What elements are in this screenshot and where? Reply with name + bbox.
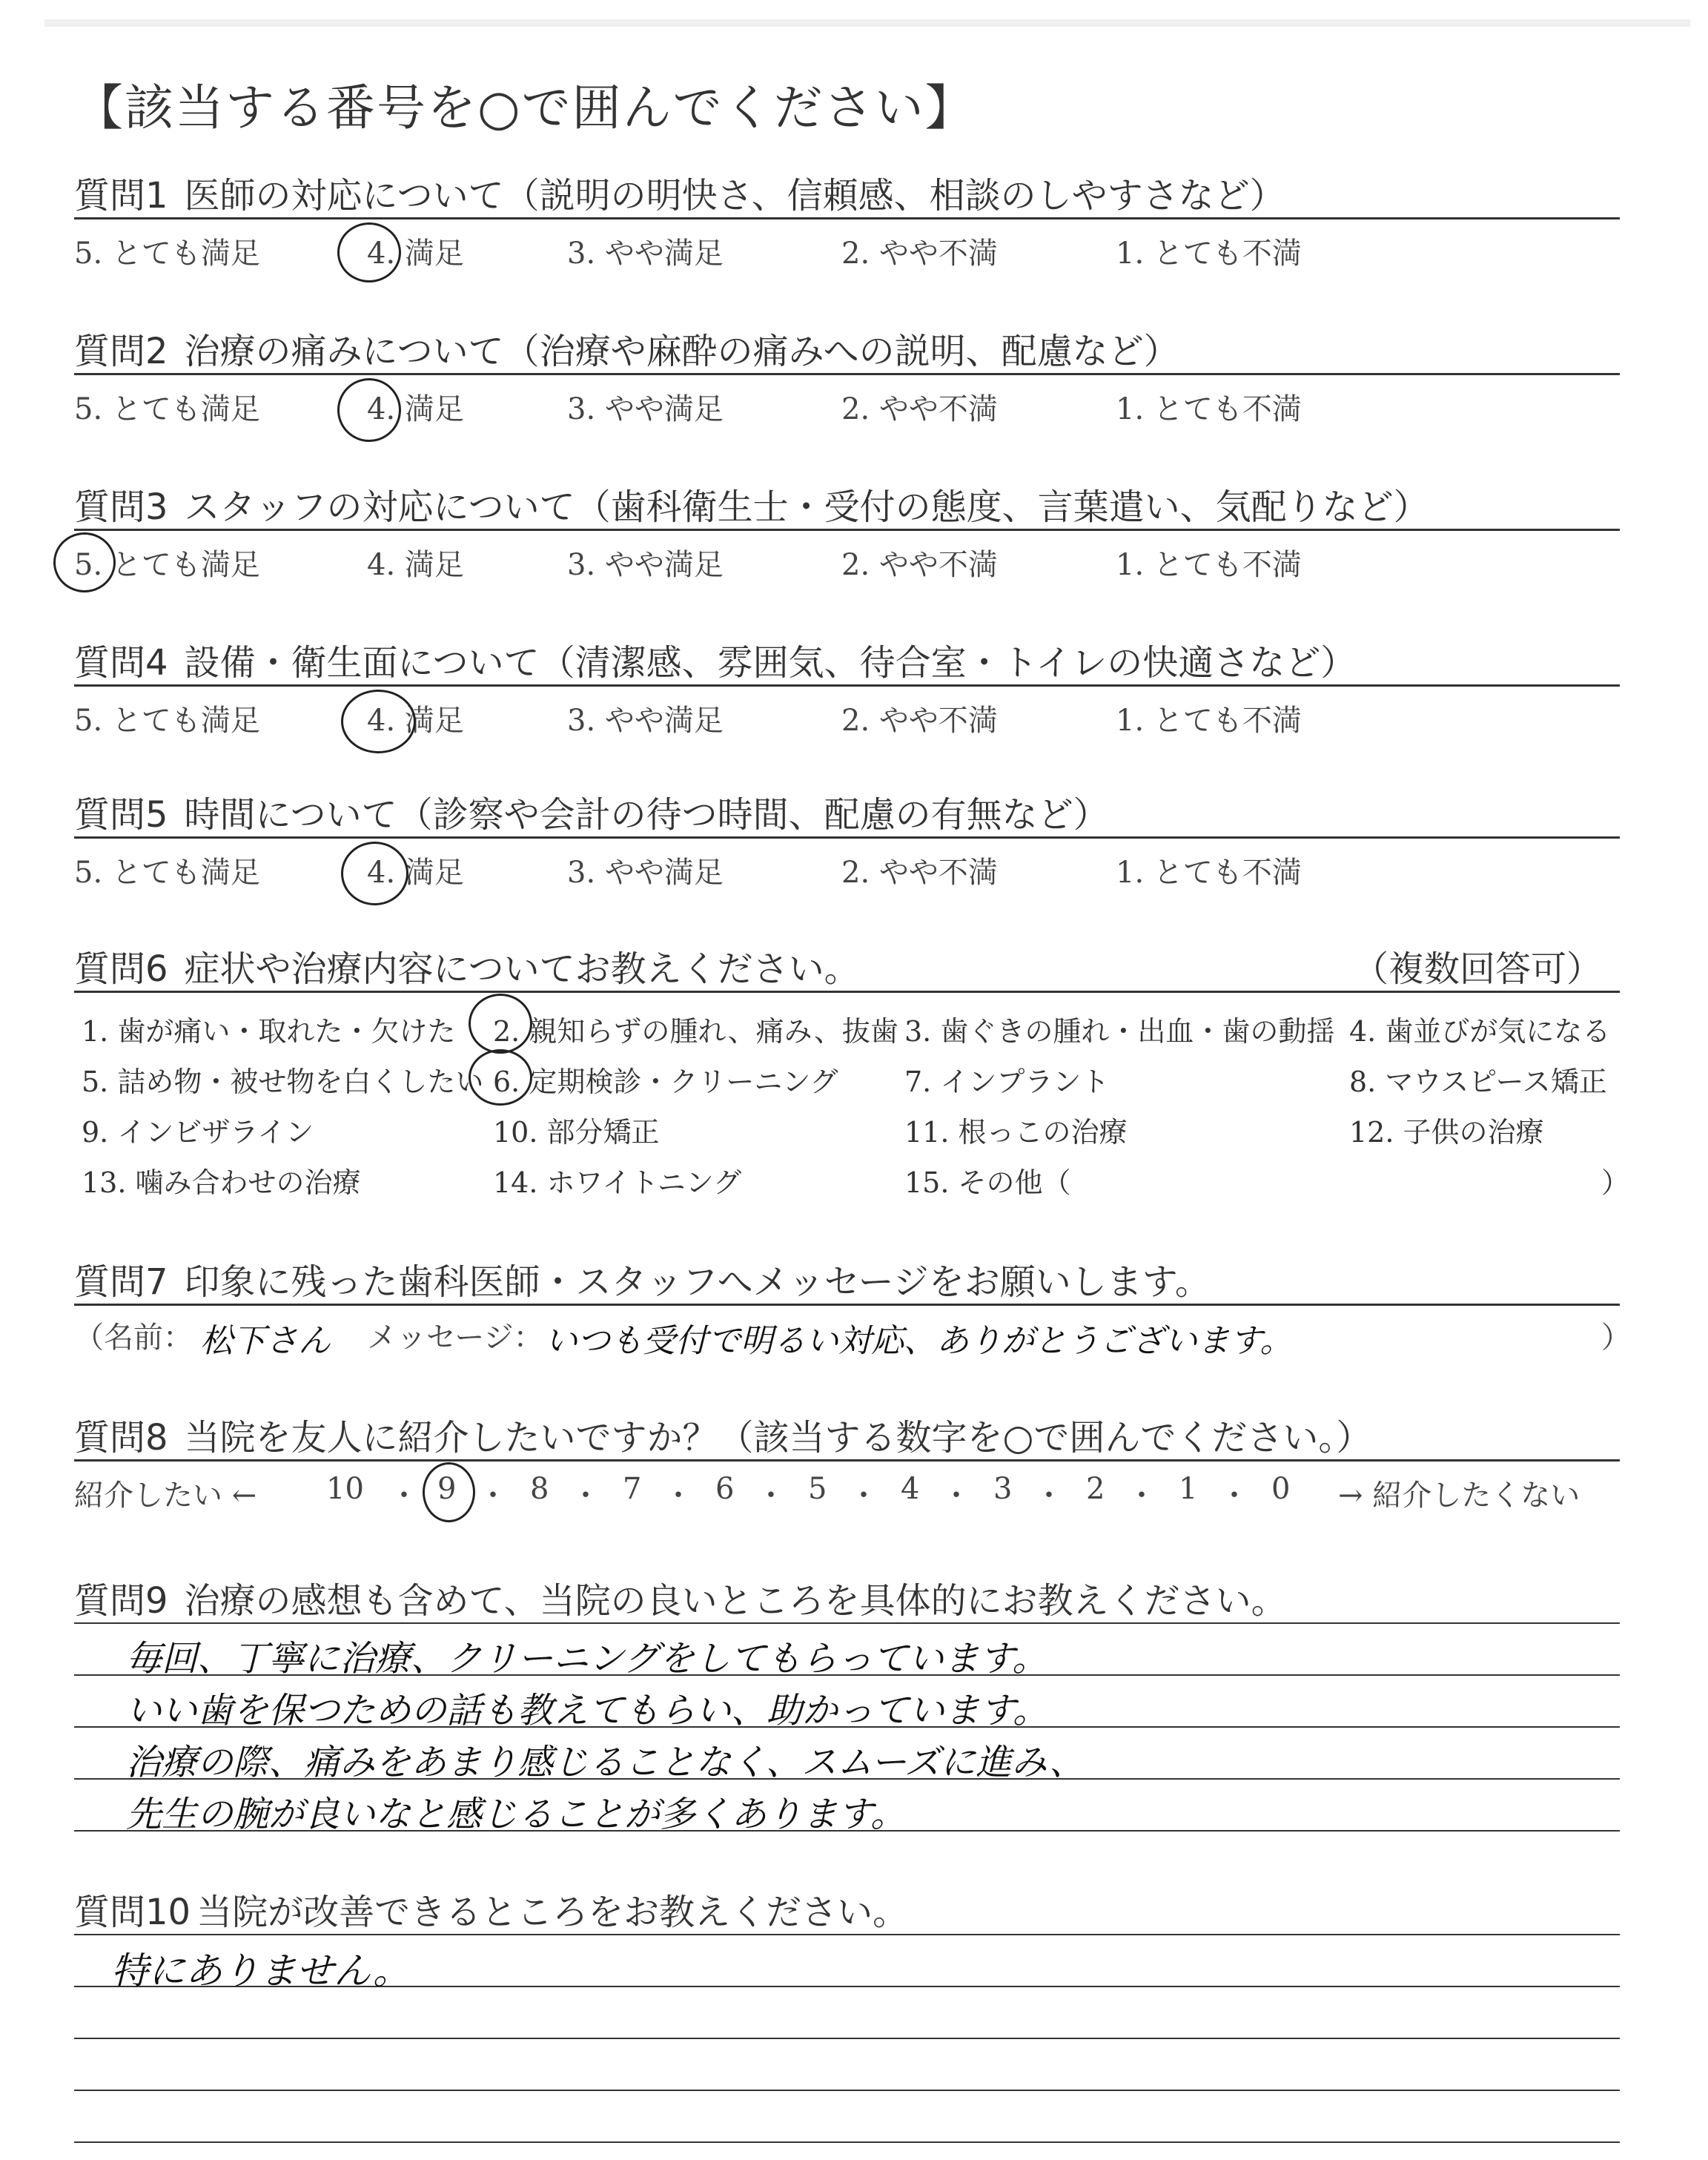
answer-line bbox=[74, 1934, 1620, 1935]
option-1[interactable]: 1. とても不満 bbox=[1116, 856, 1302, 890]
option-1[interactable]: 1. とても不満 bbox=[1116, 548, 1302, 582]
scale-8[interactable]: 8 bbox=[530, 1472, 549, 1506]
hand-circle-mark bbox=[337, 222, 401, 283]
rule bbox=[74, 1459, 1620, 1462]
symptom-option[interactable]: 14. ホワイトニング bbox=[493, 1166, 742, 1199]
symptom-option[interactable]: 8. マウスピース矯正 bbox=[1349, 1066, 1607, 1098]
scale-5[interactable]: 5 bbox=[808, 1472, 827, 1506]
other-close-paren: ） bbox=[1601, 1166, 1630, 1199]
option-2[interactable]: 2. やや不満 bbox=[841, 392, 998, 426]
rule bbox=[74, 836, 1620, 839]
scale-dot: ・ bbox=[849, 1479, 878, 1513]
scale-10[interactable]: 10 bbox=[326, 1472, 364, 1506]
question-7 bbox=[74, 1253, 1620, 1304]
multiple-answer-note: （複数回答可） bbox=[1353, 948, 1603, 990]
symptom-option[interactable]: 11. 根っこの治療 bbox=[904, 1116, 1128, 1149]
question-3 bbox=[74, 478, 1620, 529]
question-number: 質問5 bbox=[74, 794, 168, 836]
scale-dot: ・ bbox=[478, 1479, 508, 1513]
scale-dot: ・ bbox=[941, 1479, 971, 1513]
option-2[interactable]: 2. やや不満 bbox=[841, 704, 998, 738]
option-2[interactable]: 2. やや不満 bbox=[841, 237, 998, 271]
answer-line bbox=[74, 1622, 1620, 1624]
hand-circle-mark bbox=[341, 842, 408, 905]
question-text: 時間について（診察や会計の待つ時間、配慮の有無など） bbox=[184, 794, 1109, 836]
page-header: 【該当する番号を○で囲んでください】 bbox=[74, 79, 976, 136]
option-4[interactable]: 4. 満足 bbox=[367, 856, 464, 890]
scale-0[interactable]: 0 bbox=[1271, 1472, 1291, 1506]
question-number: 質問6 bbox=[74, 948, 168, 990]
hand-circle-mark bbox=[341, 690, 416, 753]
symptom-option[interactable]: 6. 定期検診・クリーニング bbox=[493, 1066, 838, 1098]
question-text: 治療の痛みについて（治療や麻酔の痛みへの説明、配慮など） bbox=[184, 331, 1179, 372]
symptom-option[interactable]: 12. 子供の治療 bbox=[1349, 1116, 1544, 1149]
question-number: 質問9 bbox=[74, 1580, 168, 1622]
symptom-option[interactable]: 10. 部分矯正 bbox=[493, 1116, 660, 1149]
scale-dot: ・ bbox=[1127, 1479, 1156, 1513]
question-1 bbox=[74, 167, 1620, 218]
option-3[interactable]: 3. やや満足 bbox=[567, 392, 724, 426]
scale-6[interactable]: 6 bbox=[715, 1472, 735, 1506]
question-number: 質問2 bbox=[74, 331, 168, 372]
question-number: 質問3 bbox=[74, 486, 168, 528]
option-5[interactable]: 5. とても満足 bbox=[74, 856, 260, 890]
question-9 bbox=[74, 1572, 1620, 1623]
question-number: 質問4 bbox=[74, 642, 168, 684]
question-text: 設備・衛生面について（清潔感、雰囲気、待合室・トイレの快適さなど） bbox=[184, 642, 1357, 684]
scale-dot: ・ bbox=[389, 1479, 419, 1513]
answer-text[interactable]: 毎回、丁寧に治療、クリーニングをしてもらっています。 bbox=[126, 1638, 1048, 1680]
rule bbox=[74, 217, 1620, 219]
symptom-option[interactable]: 9. インビザライン bbox=[82, 1116, 314, 1149]
question-text: スタッフの対応について（歯科衛生士・受付の態度、言葉遣い、気配りなど） bbox=[184, 486, 1429, 528]
option-1[interactable]: 1. とても不満 bbox=[1116, 237, 1302, 271]
scale-7[interactable]: 7 bbox=[623, 1472, 642, 1506]
symptom-option[interactable]: 4. 歯並びが気になる bbox=[1349, 1015, 1611, 1048]
symptom-option[interactable]: 7. インプラント bbox=[904, 1066, 1110, 1098]
option-1[interactable]: 1. とても不満 bbox=[1116, 704, 1302, 738]
question-text: 医師の対応について（説明の明快さ、信頼感、相談のしやすさなど） bbox=[184, 175, 1285, 217]
rule bbox=[74, 529, 1620, 531]
rule bbox=[74, 1304, 1620, 1306]
hand-circle-mark bbox=[423, 1462, 475, 1522]
question-number: 質問8 bbox=[74, 1417, 168, 1459]
scale-dot: ・ bbox=[756, 1479, 786, 1513]
name-label: （名前： bbox=[74, 1321, 193, 1355]
question-number: 質問1 bbox=[74, 175, 168, 217]
rule bbox=[74, 991, 1620, 993]
hand-circle-mark bbox=[53, 532, 116, 592]
question-10 bbox=[74, 1883, 1620, 1935]
option-3[interactable]: 3. やや満足 bbox=[567, 704, 724, 738]
scale-right-label: → 紹介したくない bbox=[1338, 1479, 1580, 1513]
close-paren: ） bbox=[1601, 1321, 1631, 1355]
hand-circle-mark bbox=[337, 378, 401, 442]
message-label: メッセージ： bbox=[367, 1321, 543, 1355]
scale-3[interactable]: 3 bbox=[993, 1472, 1013, 1506]
question-2 bbox=[74, 323, 1620, 374]
question-text: 印象に残った歯科医師・スタッフへメッセージをお願いします。 bbox=[184, 1261, 1211, 1303]
question-8 bbox=[74, 1409, 1620, 1460]
symptom-option[interactable]: 1. 歯が痛い・取れた・欠けた bbox=[82, 1015, 456, 1048]
symptom-option[interactable]: 13. 噛み合わせの治療 bbox=[82, 1166, 361, 1199]
hand-circle-mark bbox=[469, 994, 532, 1054]
option-1[interactable]: 1. とても不満 bbox=[1116, 392, 1302, 426]
question-text: 治療の感想も含めて、当院の良いところを具体的にお教えください。 bbox=[184, 1580, 1287, 1622]
scale-2[interactable]: 2 bbox=[1086, 1472, 1105, 1506]
q6-options-grid bbox=[74, 1008, 1630, 1209]
answer-text[interactable]: 治療の際、痛みをあまり感じることなく、スムーズに進み、 bbox=[126, 1742, 1085, 1783]
top-scan-edge bbox=[44, 19, 1690, 27]
option-4[interactable]: 4. 満足 bbox=[367, 548, 464, 582]
option-5[interactable]: 5. とても満足 bbox=[74, 548, 260, 582]
symptom-option[interactable]: 15. その他（ bbox=[904, 1166, 1071, 1199]
question-text: 当院が改善できるところをお教えください。 bbox=[196, 1892, 909, 1933]
question-number: 質問10 bbox=[74, 1892, 191, 1933]
option-2[interactable]: 2. やや不満 bbox=[841, 856, 998, 890]
scale-dot: ・ bbox=[1034, 1479, 1064, 1513]
scale-1[interactable]: 1 bbox=[1179, 1472, 1198, 1506]
answer-text[interactable]: 特にありません。 bbox=[111, 1949, 410, 1992]
scale-dot: ・ bbox=[571, 1479, 600, 1513]
rule bbox=[74, 684, 1620, 687]
question-text: 当院を友人に紹介したいですか？（該当する数字を○で囲んでください。） bbox=[184, 1417, 1372, 1459]
option-4[interactable]: 4. 満足 bbox=[367, 704, 464, 738]
question-number: 質問7 bbox=[74, 1261, 168, 1303]
answer-line bbox=[74, 2038, 1620, 2039]
answer-line bbox=[74, 2090, 1620, 2091]
symptom-option[interactable]: 3. 歯ぐきの腫れ・出血・歯の動揺 bbox=[904, 1015, 1335, 1048]
option-5[interactable]: 5. とても満足 bbox=[74, 392, 260, 426]
scale-left-label: 紹介したい ← bbox=[74, 1479, 257, 1513]
scale-9[interactable]: 9 bbox=[437, 1472, 457, 1506]
scale-dot: ・ bbox=[663, 1479, 693, 1513]
option-3[interactable]: 3. やや満足 bbox=[567, 856, 724, 890]
scale-4[interactable]: 4 bbox=[901, 1472, 920, 1506]
question-5 bbox=[74, 786, 1620, 837]
answer-text[interactable]: いい歯を保つための話も教えてもらい、助かっています。 bbox=[126, 1690, 1049, 1731]
option-5[interactable]: 5. とても満足 bbox=[74, 237, 260, 271]
option-4[interactable]: 4. 満足 bbox=[367, 237, 464, 271]
rule bbox=[74, 373, 1620, 375]
name-value[interactable]: 松下さん bbox=[200, 1322, 331, 1360]
question-4 bbox=[74, 634, 1620, 685]
option-3[interactable]: 3. やや満足 bbox=[567, 237, 724, 271]
option-3[interactable]: 3. やや満足 bbox=[567, 548, 724, 582]
option-2[interactable]: 2. やや不満 bbox=[841, 548, 998, 582]
answer-text[interactable]: 先生の腕が良いなと感じることが多くあります。 bbox=[126, 1794, 907, 1835]
symptom-option[interactable]: 5. 詰め物・被せ物を白くしたい bbox=[82, 1066, 484, 1098]
option-4[interactable]: 4. 満足 bbox=[367, 392, 464, 426]
symptom-option[interactable]: 2. 親知らずの腫れ、痛み、抜歯 bbox=[493, 1015, 898, 1048]
hand-circle-mark bbox=[469, 1049, 532, 1106]
answer-line bbox=[74, 2141, 1620, 2143]
message-value[interactable]: いつも受付で明るい対応、ありがとうございます。 bbox=[545, 1322, 1293, 1360]
option-5[interactable]: 5. とても満足 bbox=[74, 704, 260, 738]
scale-dot: ・ bbox=[1219, 1479, 1249, 1513]
question-text: 症状や治療内容についてお教えください。 bbox=[184, 948, 860, 990]
